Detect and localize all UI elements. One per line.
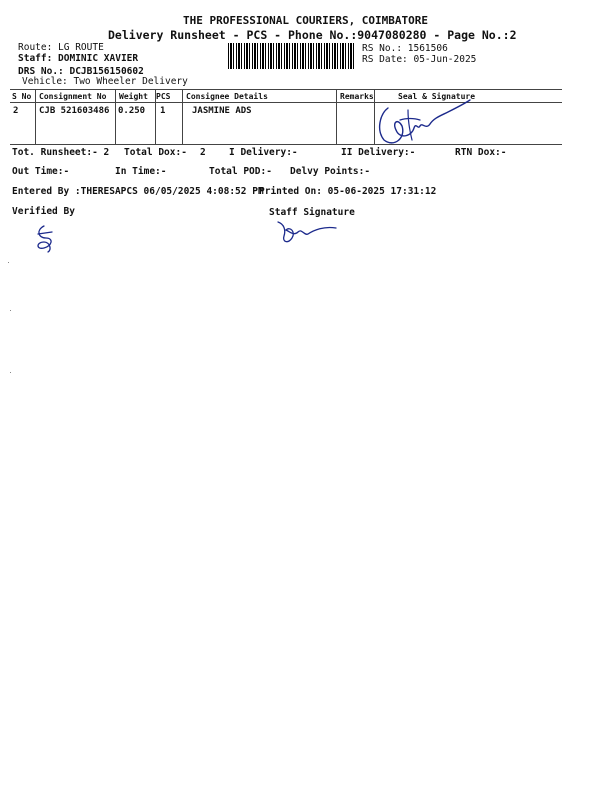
drs-number: DRS No.: DCJB156150602 (18, 66, 144, 77)
col-header-sno: S No (12, 92, 32, 101)
cell-consignee: JASMINE ADS (192, 106, 252, 116)
col-header-remarks: Remarks (340, 92, 374, 101)
in-time: In Time:- (115, 166, 167, 177)
rtn-dox: RTN Dox:- (455, 147, 507, 158)
rs-number: RS No.: 1561506 (362, 43, 448, 54)
cell-pcs: 1 (160, 106, 166, 116)
barcode-image (228, 43, 356, 69)
cell-consignment: CJB 521603486 (39, 106, 110, 116)
verified-by-label: Verified By (12, 206, 75, 217)
col-header-weight: Weight (119, 92, 148, 101)
total-dox-value: 2 (200, 147, 206, 158)
total-dox-label: Total Dox:- (124, 147, 187, 158)
col-header-consignment: Consignment No (39, 92, 107, 101)
vehicle-label: Vehicle: Two Wheeler Delivery (22, 76, 188, 87)
rs-date: RS Date: 05-Jun-2025 (362, 54, 477, 65)
cell-weight: 0.250 (118, 106, 146, 116)
cell-sno: 2 (13, 106, 19, 116)
staff-signature-label: Staff Signature (269, 207, 355, 218)
document-subtitle: Delivery Runsheet - PCS - Phone No.:9047080280 - Page No.:2 (108, 28, 517, 42)
ii-delivery: II Delivery:- (341, 147, 416, 158)
staff-signature-image (274, 218, 340, 246)
receiver-signature (370, 100, 480, 150)
out-time: Out Time:- (12, 166, 70, 177)
entered-by: Entered By :THERESAPCS 06/05/2025 4:08:52 PM (12, 186, 264, 197)
col-header-seal-signature: Seal & Signature (398, 92, 476, 101)
delivery-points: Delvy Points:- (290, 166, 371, 177)
col-header-pcs: PCS (156, 92, 171, 101)
printed-on: Printed On: 05-06-2025 17:31:12 (259, 186, 437, 197)
total-pod: Total POD:- (209, 166, 272, 177)
col-header-consignee: Consignee Details (186, 92, 268, 101)
verifier-signature (30, 224, 60, 254)
staff-label: Staff: DOMINIC XAVIER (18, 53, 139, 64)
company-title: THE PROFESSIONAL COURIERS, COIMBATORE (183, 14, 429, 27)
total-runsheet: Tot. Runsheet:- 2 (12, 147, 110, 158)
i-delivery: I Delivery:- (229, 147, 298, 158)
route-label: Route: LG ROUTE (18, 42, 104, 53)
